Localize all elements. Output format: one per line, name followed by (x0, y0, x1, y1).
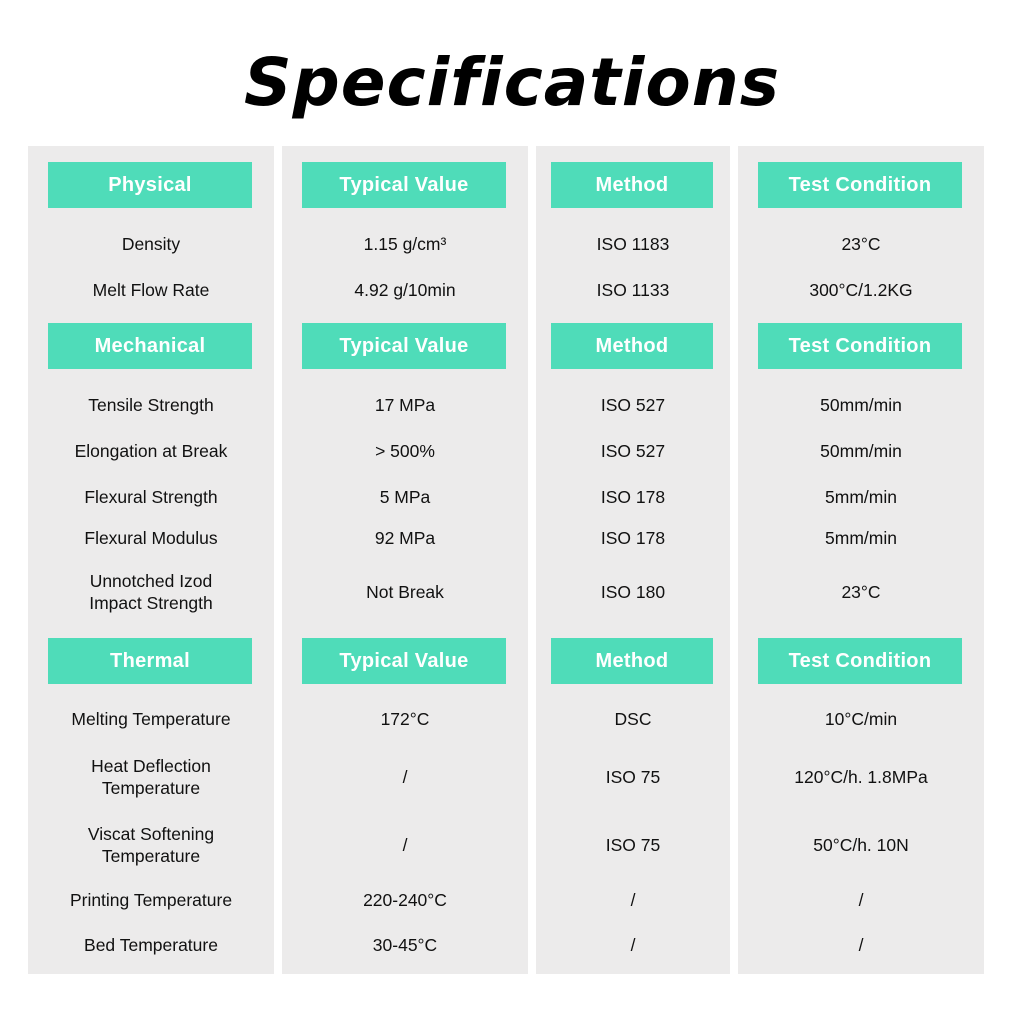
typical-value: 4.92 g/10min (354, 280, 456, 300)
typical-value: / (402, 767, 408, 787)
test-method: ISO 178 (600, 487, 666, 507)
header-test-condition: Test Condition (758, 323, 962, 369)
test-method: / (630, 935, 636, 955)
property-label: Flexural Strength (84, 487, 218, 507)
typical-value: Not Break (366, 582, 444, 602)
test-method: ISO 178 (600, 528, 666, 548)
test-method: ISO 1133 (596, 280, 670, 300)
test-condition: 10°C/min (824, 709, 898, 729)
test-condition: 23°C (841, 234, 881, 254)
typical-value: 172°C (380, 709, 430, 729)
property-label: Melting Temperature (71, 709, 231, 729)
typical-value: 92 MPa (374, 528, 436, 548)
page-title: Specifications (243, 44, 781, 121)
test-condition: / (858, 890, 864, 910)
typical-value: / (402, 835, 408, 855)
property-label: Unnotched Izod Impact Strength (89, 571, 213, 613)
test-method: ISO 180 (600, 582, 666, 602)
test-method: ISO 75 (605, 767, 661, 787)
header-test-condition: Test Condition (758, 638, 962, 684)
header-typical-value: Typical Value (302, 162, 506, 208)
test-method: / (630, 890, 636, 910)
typical-value: 1.15 g/cm³ (363, 234, 447, 254)
typical-value: > 500% (375, 441, 435, 461)
property-label: Density (121, 234, 181, 254)
test-method: ISO 1183 (596, 234, 670, 254)
test-condition: 300°C/1.2KG (809, 280, 913, 300)
header-method: Method (551, 638, 713, 684)
test-condition: 50mm/min (820, 395, 902, 415)
property-label: Heat Deflection Temperature (91, 756, 211, 798)
test-method: ISO 527 (600, 395, 666, 415)
test-condition: 50mm/min (820, 441, 902, 461)
header-typical-value: Typical Value (302, 638, 506, 684)
property-label: Flexural Modulus (84, 528, 218, 548)
section-header-physical: Physical (48, 162, 252, 208)
property-label: Bed Temperature (84, 935, 218, 955)
test-condition: 23°C (841, 582, 881, 602)
property-label: Melt Flow Rate (92, 280, 210, 300)
typical-value: 5 MPa (379, 487, 431, 507)
section-header-mechanical: Mechanical (48, 323, 252, 369)
test-method: DSC (614, 709, 652, 729)
section-header-thermal: Thermal (48, 638, 252, 684)
test-condition: 5mm/min (825, 528, 897, 548)
property-label: Elongation at Break (74, 441, 228, 461)
test-condition: 120°C/h. 1.8MPa (794, 767, 928, 787)
test-condition: / (858, 935, 864, 955)
property-label: Viscat Softening Temperature (87, 824, 215, 866)
test-method: ISO 75 (605, 835, 661, 855)
header-typical-value: Typical Value (302, 323, 506, 369)
typical-value: 30-45°C (372, 935, 438, 955)
typical-value: 17 MPa (374, 395, 436, 415)
header-method: Method (551, 162, 713, 208)
header-test-condition: Test Condition (758, 162, 962, 208)
property-label: Printing Temperature (69, 890, 233, 910)
typical-value: 220-240°C (363, 890, 447, 910)
header-method: Method (551, 323, 713, 369)
property-label: Tensile Strength (88, 395, 214, 415)
test-method: ISO 527 (600, 441, 666, 461)
test-condition: 5mm/min (825, 487, 897, 507)
test-condition: 50°C/h. 10N (813, 835, 909, 855)
